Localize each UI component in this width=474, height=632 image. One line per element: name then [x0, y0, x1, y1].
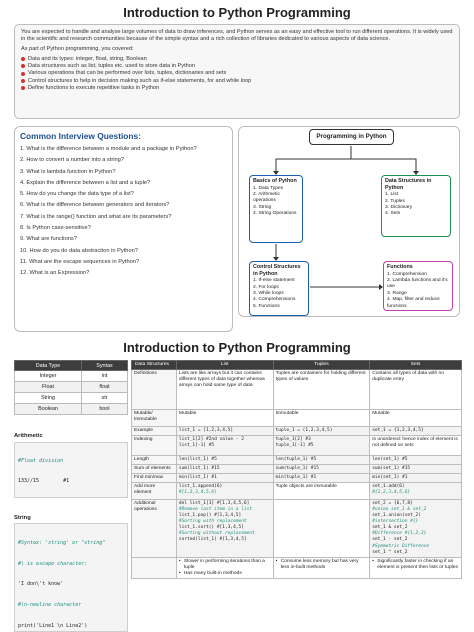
- row-label: Indexing: [132, 435, 177, 455]
- data-structures-table: [131, 360, 462, 579]
- list-item: Define functions to execute repetitive tasks in Python: [21, 85, 453, 92]
- cell: [273, 557, 370, 578]
- table-row: [132, 499, 462, 557]
- code-line: set_1.union(set_2): [372, 513, 421, 519]
- code-line: #Remove last item in a list: [178, 506, 253, 512]
- cell: Is unordered: hence index of element is not defined on sets: [370, 435, 462, 455]
- cell: Immutable: [273, 409, 370, 426]
- table-row: [15, 393, 128, 404]
- code-line: list_1[-1] #5: [178, 442, 215, 448]
- cell: Contains all types of data with no duplicate entry: [370, 369, 462, 409]
- node-item: 4. Map, filter and reduce functions: [387, 297, 440, 309]
- questions-heading: Common Interview Questions:: [20, 131, 141, 141]
- cell: Lists are like arrays but it can contains different types of data together whereas arrays can hold same type of data: [176, 369, 273, 409]
- cell: len(tuple_1) #5: [273, 455, 370, 464]
- question-item: 3. What is lambda function in Python?: [20, 168, 116, 175]
- question-item: 10. How do you do data abstraction in Python?: [20, 247, 138, 254]
- cell: Tuples are containers for holding different types of values: [273, 369, 370, 409]
- node-item: 2. Tuples: [385, 198, 405, 204]
- table-row: [132, 369, 462, 409]
- node-item: 3. String: [253, 204, 272, 210]
- code-line: #\ is escape character:: [18, 560, 88, 567]
- code-line: #intersection #{}: [372, 519, 419, 525]
- mindmap-basics-node: [249, 175, 303, 243]
- question-item: 2. How to convert a number into a string?: [20, 157, 125, 164]
- cell: min(list_1) #1: [176, 473, 273, 482]
- node-title: Basics of Python: [253, 178, 297, 184]
- cell: len(list_1) #5: [176, 455, 273, 464]
- code-line: #Difference #{1,2,3}: [372, 531, 427, 537]
- row-label: Mutable/ Immutable: [132, 409, 177, 426]
- code-line: #Float division: [18, 458, 64, 465]
- code-line: tuple_1[2] #3: [275, 436, 311, 442]
- code-line: #\n-newline character: [18, 601, 82, 608]
- table-row: [132, 557, 462, 578]
- code-line: set_2 = {6,7,8}: [372, 500, 413, 506]
- table-row: [15, 404, 128, 415]
- cell: [273, 435, 370, 455]
- row-label: Definitions: [132, 369, 177, 409]
- question-item: 9. What are functions?: [20, 236, 77, 243]
- table-row: [132, 473, 462, 482]
- note-item: • Consume less memory but has very less in-built methods: [276, 559, 368, 571]
- intro-paragraph: You are expected to handle and analyse large volumes of data to draw inferences, and Python serves as an easy and effective tool to run different operations. It is widely used in the scientific and research communities because of the simple syntax and a rich collection of libraries dedicated to various aspects of data science.: [21, 29, 453, 43]
- list-item: Data structures such as list, tuples etc. used to store data in Python: [21, 63, 453, 70]
- code-line: #Symmetric Difference: [372, 543, 430, 549]
- node-item: 3. While loops: [253, 291, 284, 296]
- column-header: Data Structures: [132, 361, 177, 370]
- cell: [273, 499, 370, 557]
- cell: sum(list_1) #15: [176, 464, 273, 473]
- cell: [370, 557, 462, 578]
- interview-questions-box: [14, 126, 233, 332]
- page2-title: Introduction to Python Programming: [123, 340, 351, 355]
- code-line: #union set_1 & set_2: [372, 506, 427, 512]
- node-item: 4. String Operations: [253, 211, 297, 217]
- intro-box: [14, 24, 460, 119]
- column-header: Syntax: [82, 361, 128, 371]
- code-line: 133//15 #1: [18, 477, 70, 484]
- question-item: 7. What is the range() function and what are its parameters?: [20, 213, 172, 220]
- node-item: 3. Range: [387, 290, 407, 296]
- table-row: [15, 382, 128, 393]
- table-row: [15, 371, 128, 382]
- row-label: Additional operations: [132, 499, 177, 557]
- list-item: Data and its types: integer, float, string, Boolean: [21, 56, 453, 63]
- node-title: Data Structures in Python: [385, 178, 432, 191]
- node-item: 2. Arithmetic operations: [253, 192, 280, 204]
- mindmap-root: Programming in Python: [309, 129, 394, 145]
- row-label: Sum of elements: [132, 464, 177, 473]
- code-line: #Sorting without replacement: [178, 531, 255, 537]
- node-item: 1. List: [385, 192, 399, 198]
- question-item: 4. Explain the difference between a list and a tuple?: [20, 179, 151, 186]
- column-header: Data Type: [15, 361, 82, 371]
- node-item: 4. Sets: [385, 211, 401, 217]
- question-item: 11. What are the escape sequences in Python?: [20, 258, 140, 265]
- row-label: Length: [132, 455, 177, 464]
- table-row: [132, 409, 462, 426]
- node-item: 5. Functions: [253, 303, 280, 309]
- code-line: list_1.append(6): [178, 483, 223, 489]
- node-item: 1. Comprehension: [387, 271, 427, 277]
- page-title: Introduction to Python Programming: [123, 5, 351, 20]
- cell: int: [82, 371, 128, 382]
- code-line: tuple_1[-1] #5: [275, 442, 314, 448]
- mindmap-control-structures-node: [249, 261, 309, 316]
- cell: Mutable: [176, 409, 273, 426]
- string-code-block: [14, 523, 128, 632]
- data-types-table: [14, 360, 128, 415]
- cell: float: [82, 382, 128, 393]
- note-item: • Slower in performing iterations than a tuple: [179, 559, 271, 571]
- row-label: [132, 557, 177, 578]
- mindmap-diagram: [238, 126, 460, 317]
- cell: min(tuple_1) #1: [273, 473, 370, 482]
- column-header: Tuples: [273, 361, 370, 370]
- cell: str: [82, 393, 128, 404]
- code-line: del list_1[1] #[1,3,4,5,6]: [178, 500, 250, 506]
- list-item: Various operations that can be performed over lists, tuples, dictionaries and sets: [21, 70, 453, 77]
- cell: list_1 = [1,2,3,4,5]: [176, 426, 273, 435]
- cell: tuple_1 = (1,2,3,4,5): [273, 426, 370, 435]
- cell: Float: [15, 382, 82, 393]
- question-item: 8. Is Python case-sensitive?: [20, 225, 91, 232]
- cell: Integer: [15, 371, 82, 382]
- mindmap-functions-node: [383, 261, 453, 311]
- code-line: list_1.sort() #[1,3,4,5]: [178, 525, 244, 531]
- node-item: 4. Comprehensions: [253, 297, 296, 303]
- code-line: list_1[2] #2nd value - 2: [178, 436, 244, 442]
- cell: bool: [82, 404, 128, 415]
- node-item: 1. If-else statement: [253, 278, 295, 284]
- cell: min(set_1) #1: [370, 473, 462, 482]
- arithmetic-code-block: [14, 442, 128, 498]
- note-item: • Has many built-in methods: [179, 571, 271, 577]
- code-line: #{1,2,3,4,5,6}: [372, 489, 411, 495]
- node-item: 3. Dictionary: [385, 205, 413, 210]
- covered-list: [21, 56, 453, 92]
- column-header: List: [176, 361, 273, 370]
- cell: sum(set_1) #15: [370, 464, 462, 473]
- row-label: Add more element: [132, 482, 177, 499]
- cell: len(set_1) #5: [370, 455, 462, 464]
- cell: [176, 482, 273, 499]
- cell: [370, 482, 462, 499]
- column-header: Sets: [370, 361, 462, 370]
- cell: [176, 435, 273, 455]
- note-item: • Significantly faster in checking if an element is present then lists or tuples: [372, 559, 459, 571]
- code-line: #[1,2,3,4,5,6]: [178, 489, 217, 495]
- table-row: [132, 482, 462, 499]
- arithmetic-label: Arithmetic: [14, 433, 43, 439]
- question-item: 1. What is the difference between a module and a package in Python?: [20, 146, 197, 152]
- cell: [176, 557, 273, 578]
- code-line: #Sorting with replacement: [178, 519, 247, 525]
- list-item: Control structures to help in decision making such as if-else statements, for and while loop: [21, 78, 453, 85]
- string-label: String: [14, 515, 31, 521]
- cell: [370, 499, 462, 557]
- code-line: sorted(list_1) #[1,3,4,5]: [178, 537, 247, 543]
- code-line: set_1 ^ set_2: [372, 549, 408, 555]
- row-label: Example: [132, 426, 177, 435]
- table-row: [132, 426, 462, 435]
- question-item: 6. What is the difference between generators and iterators?: [20, 202, 170, 209]
- mindmap-datastructures-node: [381, 175, 451, 237]
- table-row: [132, 435, 462, 455]
- node-title: Control Structures in Python: [253, 264, 301, 277]
- code-line: set_1.add(6): [372, 483, 405, 489]
- cell: Boolean: [15, 404, 82, 415]
- node-item: 1. Data Types: [253, 185, 284, 191]
- cell: String: [15, 393, 82, 404]
- node-item: 2. For loops: [253, 284, 279, 290]
- code-line: #Syntax: 'string' or "string": [18, 539, 106, 546]
- node-title: Functions: [387, 264, 413, 270]
- code-line: set_1 & set_2: [372, 525, 408, 531]
- cell: Tuple objects are immutable: [273, 482, 370, 499]
- question-item: 12. What is an Expression?: [20, 270, 90, 277]
- row-label: Find min/max: [132, 473, 177, 482]
- code-line: print('Line1 \n Line2'): [18, 622, 88, 629]
- table-row: [132, 464, 462, 473]
- node-item: 2. Lambda functions and it's use: [387, 278, 448, 290]
- code-line: list_1.pop() #[1,3,4,5]: [178, 513, 242, 519]
- code-line: set_1 - set_2: [372, 537, 408, 543]
- code-line: 'I don\'t know': [18, 581, 64, 588]
- cell: Mutable: [370, 409, 462, 426]
- cell: [176, 499, 273, 557]
- cell: sum(tuple_1) #15: [273, 464, 370, 473]
- intro-lead: As part of Python programming, you covered:: [21, 46, 134, 53]
- table-row: [132, 455, 462, 464]
- cell: set_1 = {1,2,3,4,5}: [370, 426, 462, 435]
- questions-list: [20, 144, 227, 280]
- question-item: 5. How do you change the data type of a list?: [20, 191, 134, 198]
